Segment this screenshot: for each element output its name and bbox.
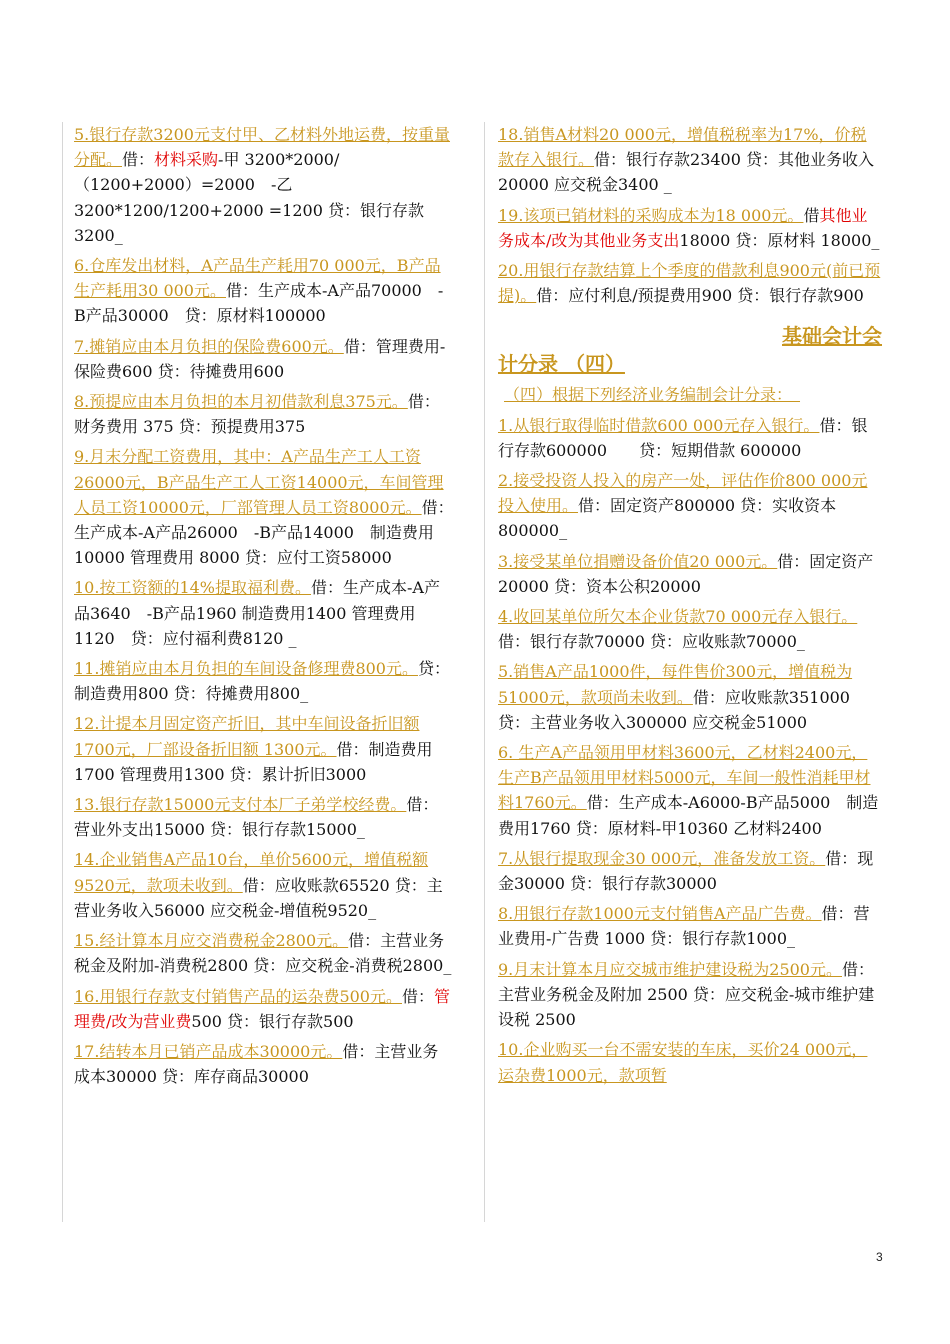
- right-bottom-entry: [498, 659, 882, 735]
- left-entry: [74, 575, 454, 651]
- answer-text: 借：主营业务税金及附加-消费税2800 贷：应交税金-消费税2800_: [74, 931, 452, 976]
- right-top-entry: [498, 122, 882, 198]
- right-bottom-entry: [498, 901, 882, 951]
- center-column-rule: [484, 122, 485, 1222]
- right-column-bottom-entries: [498, 413, 882, 1088]
- left-entry: [74, 334, 454, 384]
- question-text: 14.企业销售A产品10台，单价5600元，增值税额9520元，款项未收到。: [74, 850, 429, 895]
- question-text: 6.仓库发出材料，A产品生产耗用70 000元，B产品生产耗用30 000元。: [74, 256, 441, 301]
- question-text: 5.银行存款3200元支付甲、乙材料外地运费，按重量分配。: [74, 125, 450, 170]
- question-text: 15.经计算本月应交消费税金2800元。: [74, 931, 349, 951]
- left-entry: [74, 253, 454, 329]
- left-entry: [74, 792, 454, 842]
- right-column-top-entries: [498, 122, 882, 308]
- left-entry: [74, 656, 454, 706]
- question-text: 12.计提本月固定资产折旧，其中车间设备折旧额1700元，厂部设备折旧额 1300元。: [74, 714, 420, 759]
- left-entry: [74, 389, 454, 439]
- answer-text: 借：营业费用-广告费 1000 贷：银行存款1000_: [498, 904, 870, 949]
- question-text: 8.预提应由本月负担的本月初借款利息375元。: [74, 392, 408, 412]
- left-entry: [74, 984, 454, 1034]
- left-entry: [74, 444, 454, 570]
- section-subtitle: （四）根据下列经济业务编制会计分录：: [504, 385, 801, 405]
- answer-text: -甲 3200*2000/（1200+2000）=2000 -乙 3200*1200/1200+2000 =1200 贷：银行存款 3200_: [74, 150, 424, 245]
- answer-text: 18000 贷：原材料 18000_: [679, 230, 880, 250]
- right-bottom-entry: [498, 957, 882, 1033]
- answer-text: 500 贷：银行存款500: [191, 1011, 354, 1031]
- answer-text: 借：应收账款351000 贷：主营业务收入300000 应交税金51000: [498, 687, 850, 732]
- answer-text: 借：应收账款65520 贷：主营业务收入56000 应交税金-增值税9520_: [74, 875, 443, 920]
- question-text: 2.接受投资人投入的房产一处，评估作价800 000元投入使用。: [498, 471, 868, 516]
- right-column: [498, 122, 882, 1093]
- answer-text: 借：主营业务成本30000 贷：库存商品30000: [74, 1041, 439, 1087]
- section-title-line2: 计分录 （四）: [498, 352, 625, 377]
- question-text: 18.销售A材料20 000元，增值税税率为17%，价税款存入银行。: [498, 125, 867, 170]
- section-heading: [498, 322, 882, 378]
- answer-text: 借：主营业务税金及附加 2500 贷：应交税金-城市维护建设税 2500: [498, 959, 875, 1030]
- right-bottom-entry: [498, 413, 882, 463]
- question-text: 10.按工资额的14%提取福利费。: [74, 578, 312, 598]
- answer-text: 借：营业外支出15000 贷：银行存款15000_: [74, 795, 439, 840]
- right-bottom-entry: [498, 604, 882, 654]
- correction-text: 管理费/改为营业费: [74, 986, 451, 1031]
- question-text: 17.结转本月已销产品成本30000元。: [74, 1041, 343, 1061]
- question-text: 9.月末计算本月应交城市维护建设税为2500元。: [498, 959, 842, 979]
- question-text: 19.该项已销材料的采购成本为18 000元。: [498, 205, 804, 225]
- correction-text: 材料采购: [154, 150, 219, 170]
- answer-text: 借：固定资产800000 贷：实收资本800000_: [498, 496, 837, 541]
- answer-text: 借：生产成本-A6000-B产品5000 制造费用1760 贷：原材料-甲10360 乙材料2400: [498, 793, 879, 838]
- left-entry: [74, 122, 454, 248]
- right-bottom-entry: [498, 740, 882, 841]
- right-bottom-entry: [498, 549, 882, 599]
- answer-text: 借：财务费用 375 贷：预提费用375: [74, 392, 440, 437]
- answer-text: 借：管理费用-保险费600 贷：待摊费用600: [74, 336, 446, 381]
- right-bottom-entry: [498, 468, 882, 544]
- question-text: 1.从银行取得临时借款600 000元存入银行。: [498, 415, 820, 435]
- question-text: 10.企业购买一台不需安装的车床，买价24 000元，运杂费1000元，款项暂: [498, 1040, 868, 1085]
- question-text: 16.用银行存款支付销售产品的运杂费500元。: [74, 986, 402, 1006]
- answer-text: 借：: [402, 986, 435, 1006]
- right-top-entry: [498, 258, 882, 308]
- question-text: 9.月末分配工资费用，其中：A产品生产工人工资26000元，B产品生产工人工资14000元，车间管理人员工资10000元，厂部管理人员工资8000元。: [74, 447, 444, 517]
- left-column-rule: [62, 122, 63, 1222]
- left-entry: [74, 928, 454, 978]
- right-bottom-entry: [498, 1037, 882, 1087]
- section-title-line1: 基础会计会: [782, 324, 882, 349]
- right-bottom-entry: [498, 846, 882, 896]
- answer-text: 借：应付利息/预提费用900 贷：银行存款900: [536, 286, 864, 306]
- left-entry: [74, 711, 454, 787]
- answer-text: 借：固定资产20000 贷：资本公积20000: [498, 551, 874, 596]
- left-column: [74, 122, 454, 1094]
- answer-text: 借：: [122, 150, 155, 170]
- question-text: 8.用银行存款1000元支付销售A产品广告费。: [498, 904, 822, 924]
- right-top-entry: [498, 203, 882, 253]
- answer-text: 借：生产成本-A产品70000 -B产品30000 贷：原材料100000: [74, 281, 444, 326]
- question-text: 7.从银行提取现金30 000元，准备发放工资。: [498, 848, 826, 868]
- question-text: 11.摊销应由本月负担的车间设备修理费800元。: [74, 659, 418, 679]
- left-entry: [74, 1039, 454, 1089]
- answer-text: 借: [803, 205, 820, 225]
- question-text: 6. 生产A产品领用甲材料3600元，乙材料2400元，生产B产品领用甲材料5000元，车间一般性消耗甲材料1760元。: [498, 743, 871, 813]
- correction-text: 其他业务成本/改为其他业务支出: [498, 205, 868, 250]
- page-number: 3: [876, 1250, 883, 1264]
- answer-text: 借：银行存款23400 贷：其他业务收入20000 应交税金3400 _: [498, 150, 875, 195]
- question-text: 13.银行存款15000元支付本厂子弟学校经费。: [74, 795, 407, 815]
- question-text: 4.收回某单位所欠本企业货款70 000元存入银行。: [498, 607, 858, 627]
- left-entry: [74, 847, 454, 923]
- question-text: 3.接受某单位捐赠设备价值20 000元。: [498, 551, 778, 571]
- answer-text: 借：生产成本-A产品26000 -B产品14000 制造费用10000 管理费用 8000 贷：应付工资58000: [74, 497, 454, 568]
- question-text: 5.销售A产品1000件，每件售价300元，增值税为51000元，款项尚未收到。: [498, 662, 853, 707]
- answer-text: 借：现金30000 贷：银行存款30000: [498, 848, 874, 894]
- answer-text: 贷：制造费用800 贷：待摊费用800_: [74, 659, 451, 704]
- answer-text: 借：银行存款600000 贷：短期借款 600000: [498, 415, 868, 460]
- answer-text: 借：制造费用1700 管理费用1300 贷：累计折旧3000: [74, 739, 433, 784]
- answer-text: 借：银行存款70000 贷：应收账款70000_: [498, 632, 805, 652]
- question-text: 20.用银行存款结算上个季度的借款利息900元(前已预提)。: [498, 261, 881, 306]
- question-text: 7.摊销应由本月负担的保险费600元。: [74, 336, 344, 356]
- answer-text: 借：生产成本-A产品3640 -B产品1960 制造费用1400 管理费用1120 贷：应付福利费8120 _: [74, 578, 440, 648]
